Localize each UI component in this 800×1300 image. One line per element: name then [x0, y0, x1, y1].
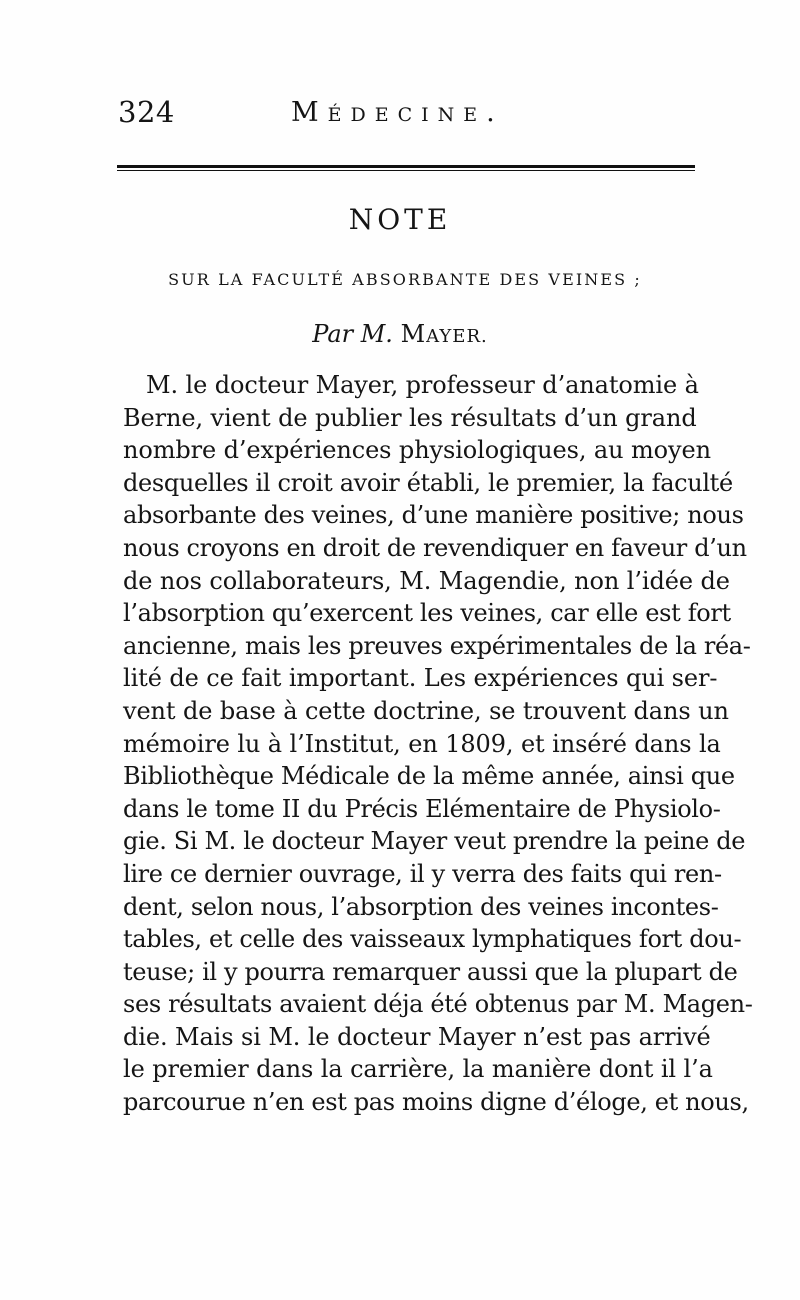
body-line: mémoire lu à l’Institut, en 1809, et inséré dans la — [123, 729, 721, 758]
body-line: absorbante des veines, d’une manière positive; nous — [123, 501, 744, 530]
body-line: ses résultats avaient déja été obtenus par M. Magen- — [123, 990, 753, 1019]
body-line: dent, selon nous, l’absorption des veines incontes- — [123, 892, 719, 921]
body-line: parcourue n’en est pas moins digne d’éloge, et nous, — [123, 1088, 749, 1117]
body-line: l’absorption qu’exercent les veines, car elle est fort — [123, 599, 731, 628]
body-line: ancienne, mais les preuves expérimentales de la réa- — [123, 631, 751, 660]
page-number: 324 — [118, 95, 175, 129]
body-line: Bibliothèque Médicale de la même année, ainsi que — [123, 762, 735, 791]
header-rule-thin — [117, 170, 695, 171]
body-line: lité de ce fait important. Les expériences qui ser- — [123, 664, 718, 693]
body-line: M. le docteur Mayer, professeur d’anatomie à — [146, 371, 699, 399]
note-subtitle: SUR LA FACULTÉ ABSORBANTE DES VEINES ; — [168, 270, 642, 289]
note-title: NOTE — [348, 203, 452, 236]
running-title: Médecine. — [291, 97, 504, 128]
body-line: nombre d’expériences physiologiques, au moyen — [123, 436, 711, 465]
body-line: tables, et celle des vaisseaux lymphatiques fort dou- — [123, 925, 742, 954]
body-line: vent de base à cette doctrine, se trouvent dans un — [123, 696, 729, 725]
body-line: die. Mais si M. le docteur Mayer n’est pas arrivé — [123, 1022, 711, 1051]
body-line: nous croyons en droit de revendiquer en faveur d’un — [123, 533, 747, 562]
byline-name-rest: AYER. — [426, 326, 488, 347]
body-line: desquelles il croit avoir établi, le premier, la faculté — [123, 468, 733, 497]
body-line: de nos collaborateurs, M. Magendie, non l’idée de — [123, 566, 730, 595]
body-line: gie. Si M. le docteur Mayer veut prendre la peine de — [123, 827, 746, 856]
note-body — [123, 369, 753, 1119]
body-line: le premier dans la carrière, la manière dont il l’a — [123, 1055, 713, 1084]
running-header — [118, 92, 698, 132]
body-line: Berne, vient de publier les résultats d’un grand — [123, 403, 697, 432]
body-line: dans le tome II du Précis Elémentaire de Physiolo- — [123, 794, 721, 823]
body-line: lire ce dernier ouvrage, il y verra des faits qui ren- — [123, 859, 722, 888]
body-line: teuse; il y pourra remarquer aussi que la plupart de — [123, 957, 738, 986]
header-rule-thick — [117, 165, 695, 168]
byline-name-initial: M — [400, 320, 427, 348]
byline-prefix: Par M. — [312, 320, 393, 348]
author-byline — [0, 317, 800, 354]
